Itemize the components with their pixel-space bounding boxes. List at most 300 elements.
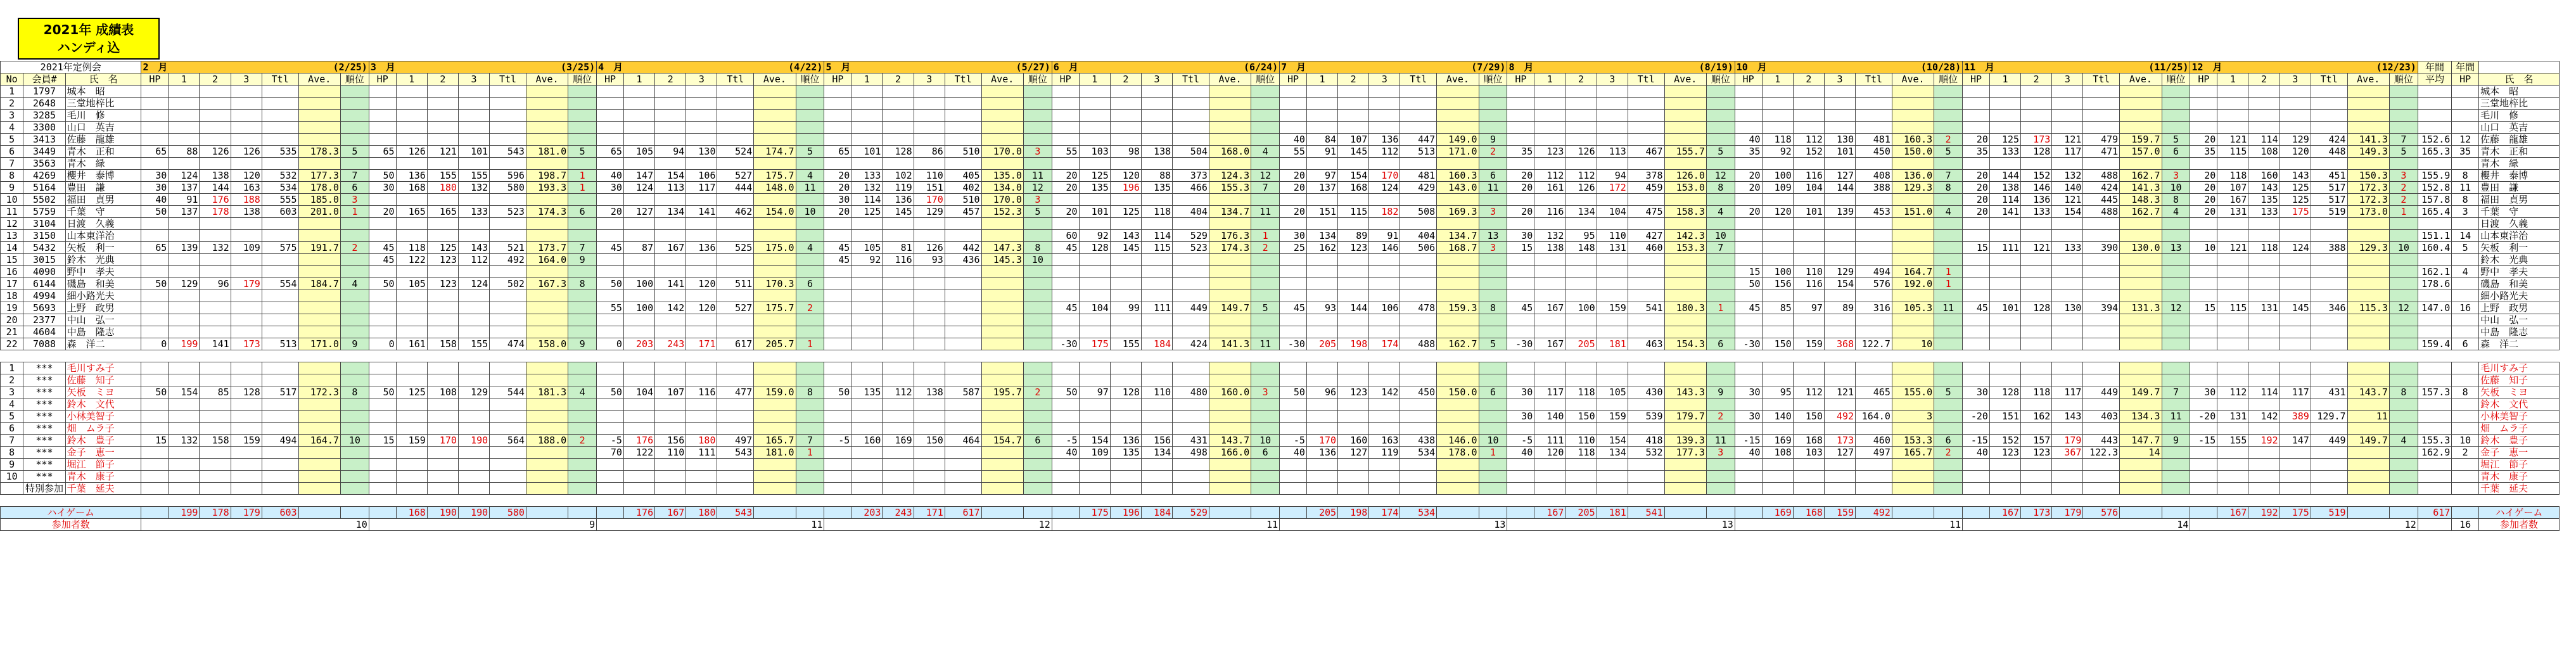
score-cell: 168.0 (1209, 146, 1251, 158)
score-cell (2021, 266, 2052, 278)
score-cell: 152 (1989, 435, 2020, 447)
score-cell (1110, 374, 1141, 386)
score-cell: 143 (2248, 182, 2280, 194)
score-cell: 494 (262, 435, 298, 447)
score-cell: 113 (655, 182, 686, 194)
score-cell (2021, 326, 2052, 338)
score-cell (298, 314, 340, 326)
score-cell (2217, 266, 2248, 278)
score-cell (526, 423, 568, 435)
score-cell: 160 (1338, 435, 1369, 447)
score-cell (526, 483, 568, 495)
year-average: 159.4 (2418, 338, 2451, 350)
score-cell: 502 (490, 278, 526, 290)
score-cell: 55 (1280, 146, 1307, 158)
score-cell: 94 (1597, 170, 1628, 182)
col-header-g2: 2 (1793, 73, 1824, 86)
score-cell: 198 (1338, 338, 1369, 350)
high-game-blank (1209, 507, 1251, 519)
score-cell (1706, 326, 1735, 338)
score-cell: 141.3 (1209, 338, 1251, 350)
score-cell (1534, 122, 1565, 134)
score-cell (1664, 459, 1706, 471)
score-cell: 527 (717, 302, 754, 314)
score-cell (200, 314, 231, 326)
score-cell: 150.0 (1437, 386, 1479, 398)
score-cell: 20 (1963, 170, 1990, 182)
score-cell: 1 (796, 447, 824, 459)
row-number: 22 (1, 338, 23, 350)
score-cell (1079, 194, 1110, 206)
score-cell (914, 134, 945, 146)
score-cell: 15 (1507, 242, 1534, 254)
score-cell (1023, 134, 1052, 146)
score-cell (526, 110, 568, 122)
high-game-hp (1735, 507, 1762, 519)
score-cell: 150 (1565, 411, 1597, 423)
guest-row (1, 483, 2560, 495)
year-average: 152.6 (2418, 134, 2451, 146)
score-cell: 40 (1507, 447, 1534, 459)
score-cell (686, 374, 717, 386)
name-header: 氏 名 (65, 73, 141, 86)
score-cell: 124 (458, 278, 489, 290)
score-cell: 102 (883, 170, 914, 182)
score-cell (2083, 110, 2120, 122)
score-cell (1209, 86, 1251, 98)
score-cell: 91 (1369, 230, 1400, 242)
score-cell (1338, 374, 1369, 386)
score-cell (945, 398, 981, 411)
score-cell: 15 (1963, 242, 1990, 254)
member-name: 山本東洋治 (65, 230, 141, 242)
score-cell: 467 (1628, 146, 1664, 158)
score-cell (1173, 471, 1209, 483)
score-cell: 2 (2389, 182, 2418, 194)
score-cell (851, 278, 883, 290)
score-cell: 107 (655, 386, 686, 398)
score-cell (1565, 158, 1597, 170)
score-cell (2217, 483, 2248, 495)
score-cell: 97 (1079, 386, 1110, 398)
score-cell: 120 (686, 278, 717, 290)
score-cell (2120, 230, 2162, 242)
member-name: 中島 隆志 (65, 326, 141, 338)
score-cell (169, 266, 200, 278)
score-cell: 93 (914, 254, 945, 266)
score-cell: 143 (2052, 411, 2083, 423)
score-cell (1507, 86, 1534, 98)
score-cell (1306, 254, 1337, 266)
score-cell (298, 98, 340, 110)
row-number: 5 (1, 411, 23, 423)
score-cell: 131 (2217, 206, 2248, 218)
score-cell (1963, 158, 1990, 170)
high-game-value: 198 (1338, 507, 1369, 519)
score-cell (1628, 326, 1664, 338)
score-cell (2083, 158, 2120, 170)
score-cell (883, 362, 914, 374)
score-cell (490, 218, 526, 230)
score-cell (1437, 362, 1479, 374)
score-cell (1597, 266, 1628, 278)
member-name-right: 青木 緑 (2479, 158, 2560, 170)
score-cell: 142.3 (1664, 230, 1706, 242)
score-cell (754, 194, 796, 206)
score-cell (1251, 134, 1280, 146)
score-cell: 81 (883, 242, 914, 254)
member-row (1, 122, 2560, 134)
score-cell (200, 374, 231, 386)
score-cell: 169.3 (1437, 206, 1479, 218)
score-cell (1824, 110, 1855, 122)
score-cell: 128 (2021, 146, 2052, 158)
score-cell (2120, 278, 2162, 290)
score-cell (2217, 158, 2248, 170)
score-cell (1437, 158, 1479, 170)
score-cell: 105 (623, 146, 654, 158)
score-cell (568, 459, 597, 471)
score-cell (2311, 326, 2347, 338)
score-cell: 125 (1110, 206, 1141, 218)
member-name: 矢板 ミヨ (65, 386, 141, 398)
member-name-right: 毛川 修 (2479, 110, 2560, 122)
score-cell (914, 122, 945, 134)
score-cell: 148.0 (754, 182, 796, 194)
score-cell (2052, 278, 2083, 290)
row-number: 8 (1, 170, 23, 182)
score-cell (1400, 423, 1437, 435)
score-cell (1338, 98, 1369, 110)
score-cell: 576 (1856, 278, 1892, 290)
score-cell (1173, 254, 1209, 266)
score-cell (1892, 362, 1934, 374)
score-cell (2120, 218, 2162, 230)
score-cell (396, 423, 427, 435)
score-cell (1565, 459, 1597, 471)
score-cell (490, 459, 526, 471)
score-cell (824, 423, 851, 435)
score-cell (717, 483, 754, 495)
score-cell (2347, 230, 2389, 242)
score-cell (1989, 122, 2020, 134)
score-cell (2083, 471, 2120, 483)
score-cell (141, 471, 169, 483)
member-row (1, 146, 2560, 158)
score-cell (1209, 471, 1251, 483)
year-hp (2452, 483, 2479, 495)
score-cell: 147.7 (2120, 435, 2162, 447)
score-cell: 6 (1479, 386, 1507, 398)
score-cell (597, 86, 624, 98)
score-cell (169, 326, 200, 338)
score-cell: 2 (796, 302, 824, 314)
year-average (2418, 423, 2451, 435)
score-cell (1628, 374, 1664, 386)
score-cell: 20 (2190, 182, 2217, 194)
score-cell (169, 290, 200, 302)
score-cell (1793, 374, 1824, 386)
score-cell (1110, 218, 1141, 230)
month-header-7 (1507, 61, 1735, 73)
score-cell (2217, 98, 2248, 110)
score-cell: 170.0 (981, 194, 1023, 206)
high-game-blank (1437, 507, 1479, 519)
score-cell: 465 (1856, 386, 1892, 398)
col-header-ave: Ave. (981, 73, 1023, 86)
score-cell: 147 (623, 170, 654, 182)
score-cell (1989, 459, 2020, 471)
col-header-ttl: Ttl (1173, 73, 1209, 86)
score-cell (1251, 459, 1280, 471)
score-cell: 596 (490, 170, 526, 182)
score-cell: 120 (1762, 206, 1793, 218)
score-cell: 131 (2217, 411, 2248, 423)
score-cell (1597, 254, 1628, 266)
score-cell (1597, 326, 1628, 338)
score-cell: 159 (1597, 411, 1628, 423)
score-cell (1706, 122, 1735, 134)
score-cell (1079, 254, 1110, 266)
score-cell: 65 (597, 146, 624, 158)
score-cell (623, 254, 654, 266)
high-game-blank (2162, 507, 2190, 519)
score-cell (2021, 459, 2052, 471)
score-cell (1209, 122, 1251, 134)
score-cell: 517 (262, 386, 298, 398)
score-cell: 101 (1793, 206, 1824, 218)
score-cell (1534, 471, 1565, 483)
score-cell (1110, 411, 1141, 423)
member-name-right: 鈴木 光典 (2479, 254, 2560, 266)
score-cell (2311, 218, 2347, 230)
score-cell: 517 (2311, 194, 2347, 206)
score-cell (2052, 483, 2083, 495)
score-cell (1597, 398, 1628, 411)
col-header-g1: 1 (851, 73, 883, 86)
score-cell (200, 218, 231, 230)
score-cell: 170 (427, 435, 458, 447)
row-number: 13 (1, 230, 23, 242)
score-cell: 114 (1141, 230, 1172, 242)
score-cell: 112 (1793, 134, 1824, 146)
score-cell: 136 (686, 242, 717, 254)
score-cell (1892, 242, 1934, 254)
score-cell: 165.7 (754, 435, 796, 447)
score-cell: 20 (1735, 182, 1762, 194)
score-cell (2190, 314, 2217, 326)
high-game-value: 181 (1597, 507, 1628, 519)
score-cell: 154 (1079, 435, 1110, 447)
score-cell (2162, 374, 2190, 386)
score-cell (851, 423, 883, 435)
score-cell: -15 (1963, 435, 1990, 447)
high-game-value: 174 (1369, 507, 1400, 519)
score-cell: 145 (1110, 242, 1141, 254)
score-cell: 137 (169, 182, 200, 194)
score-cell (981, 110, 1023, 122)
score-cell (2347, 314, 2389, 326)
score-cell (754, 230, 796, 242)
score-cell (1507, 459, 1534, 471)
score-cell: 5 (1934, 146, 1963, 158)
score-cell (1052, 122, 1079, 134)
year-hp: 5 (2452, 242, 2479, 254)
score-cell (1369, 278, 1400, 290)
score-cell (200, 290, 231, 302)
score-cell (231, 254, 262, 266)
score-cell: 133 (2052, 242, 2083, 254)
score-cell: 20 (1052, 206, 1079, 218)
score-cell (2311, 362, 2347, 374)
score-cell (796, 459, 824, 471)
score-cell (1762, 110, 1793, 122)
col-header-ttl: Ttl (717, 73, 754, 86)
score-cell: 8 (1023, 242, 1052, 254)
score-cell: 94 (655, 146, 686, 158)
score-cell (340, 302, 369, 314)
member-id: *** (23, 411, 65, 423)
score-cell (1824, 290, 1855, 302)
score-cell: 100 (1565, 302, 1597, 314)
score-cell: 55 (1052, 146, 1079, 158)
score-cell (824, 374, 851, 386)
score-cell (427, 158, 458, 170)
score-cell (883, 302, 914, 314)
score-cell: 125 (2280, 194, 2311, 206)
score-cell (2083, 314, 2120, 326)
row-number: 3 (1, 110, 23, 122)
score-cell (717, 290, 754, 302)
score-cell (597, 194, 624, 206)
score-cell (1251, 218, 1280, 230)
score-cell (1023, 158, 1052, 170)
score-cell (490, 447, 526, 459)
score-cell (1793, 218, 1824, 230)
member-name: 野中 孝夫 (65, 266, 141, 278)
score-cell (1306, 278, 1337, 290)
score-cell: 12 (2389, 302, 2418, 314)
score-cell: 107 (1338, 134, 1369, 146)
score-cell (2248, 218, 2280, 230)
member-name-right: 千葉 守 (2479, 206, 2560, 218)
score-cell (1735, 218, 1762, 230)
score-cell: 488 (2083, 206, 2120, 218)
score-cell (1534, 266, 1565, 278)
score-cell (655, 362, 686, 374)
blank-header (2479, 61, 2560, 73)
score-cell: 164.0 (526, 254, 568, 266)
score-cell (1052, 86, 1079, 98)
score-cell (2021, 362, 2052, 374)
score-cell: 125 (427, 242, 458, 254)
member-row (1, 242, 2560, 254)
score-cell (655, 194, 686, 206)
score-cell (1141, 266, 1172, 278)
score-cell: 100 (623, 278, 654, 290)
score-cell (1824, 194, 1855, 206)
score-cell (1934, 242, 1963, 254)
score-cell (2347, 338, 2389, 350)
score-cell (2311, 230, 2347, 242)
score-cell: 159 (1793, 338, 1824, 350)
score-cell (754, 398, 796, 411)
score-cell: 160 (851, 435, 883, 447)
score-cell (396, 447, 427, 459)
score-cell (1989, 423, 2020, 435)
score-cell (623, 230, 654, 242)
score-cell (1079, 86, 1110, 98)
high-game-value: 167 (655, 507, 686, 519)
score-cell: 120 (2280, 146, 2311, 158)
score-cell (1023, 230, 1052, 242)
score-cell: 173 (1824, 435, 1855, 447)
col-header-ave: Ave. (2347, 73, 2389, 86)
score-cell (1534, 110, 1565, 122)
year-average (2418, 290, 2451, 302)
score-cell: 50 (369, 170, 396, 182)
score-cell (945, 423, 981, 435)
score-cell (1762, 483, 1793, 495)
score-cell (2052, 218, 2083, 230)
month-date: (3/25) (560, 61, 596, 73)
score-cell: 135 (2248, 194, 2280, 206)
score-cell (1400, 362, 1437, 374)
score-cell (717, 459, 754, 471)
row-number: 7 (1, 435, 23, 447)
score-cell (2389, 398, 2418, 411)
score-cell: 101 (851, 146, 883, 158)
score-cell: 0 (141, 338, 169, 350)
score-cell (396, 230, 427, 242)
score-cell (1369, 122, 1400, 134)
score-cell (796, 326, 824, 338)
score-cell (1892, 326, 1934, 338)
score-cell (427, 326, 458, 338)
score-cell (1437, 290, 1479, 302)
score-cell: 145.3 (981, 254, 1023, 266)
score-cell (1597, 423, 1628, 435)
score-cell (1534, 459, 1565, 471)
score-cell (851, 326, 883, 338)
score-cell (1989, 278, 2020, 290)
score-cell (2248, 254, 2280, 266)
score-cell (2347, 122, 2389, 134)
score-cell (1762, 158, 1793, 170)
score-cell: 170 (914, 194, 945, 206)
score-cell (945, 459, 981, 471)
score-cell: 30 (824, 194, 851, 206)
score-cell: 169 (883, 435, 914, 447)
score-cell: 173 (2021, 134, 2052, 146)
high-game-value: 167 (2217, 507, 2248, 519)
score-cell (754, 158, 796, 170)
score-cell: 145 (1338, 146, 1369, 158)
member-name: 青木 正和 (65, 146, 141, 158)
score-cell: 122.7 (1856, 338, 1892, 350)
score-cell (490, 423, 526, 435)
score-cell: 97 (1793, 302, 1824, 314)
score-cell (1735, 483, 1762, 495)
score-cell (1892, 98, 1934, 110)
score-cell: 160.0 (1209, 386, 1251, 398)
score-cell (1824, 86, 1855, 98)
score-cell (1735, 122, 1762, 134)
score-cell (686, 362, 717, 374)
score-cell: 8 (2389, 386, 2418, 398)
score-cell (981, 290, 1023, 302)
score-cell (396, 302, 427, 314)
